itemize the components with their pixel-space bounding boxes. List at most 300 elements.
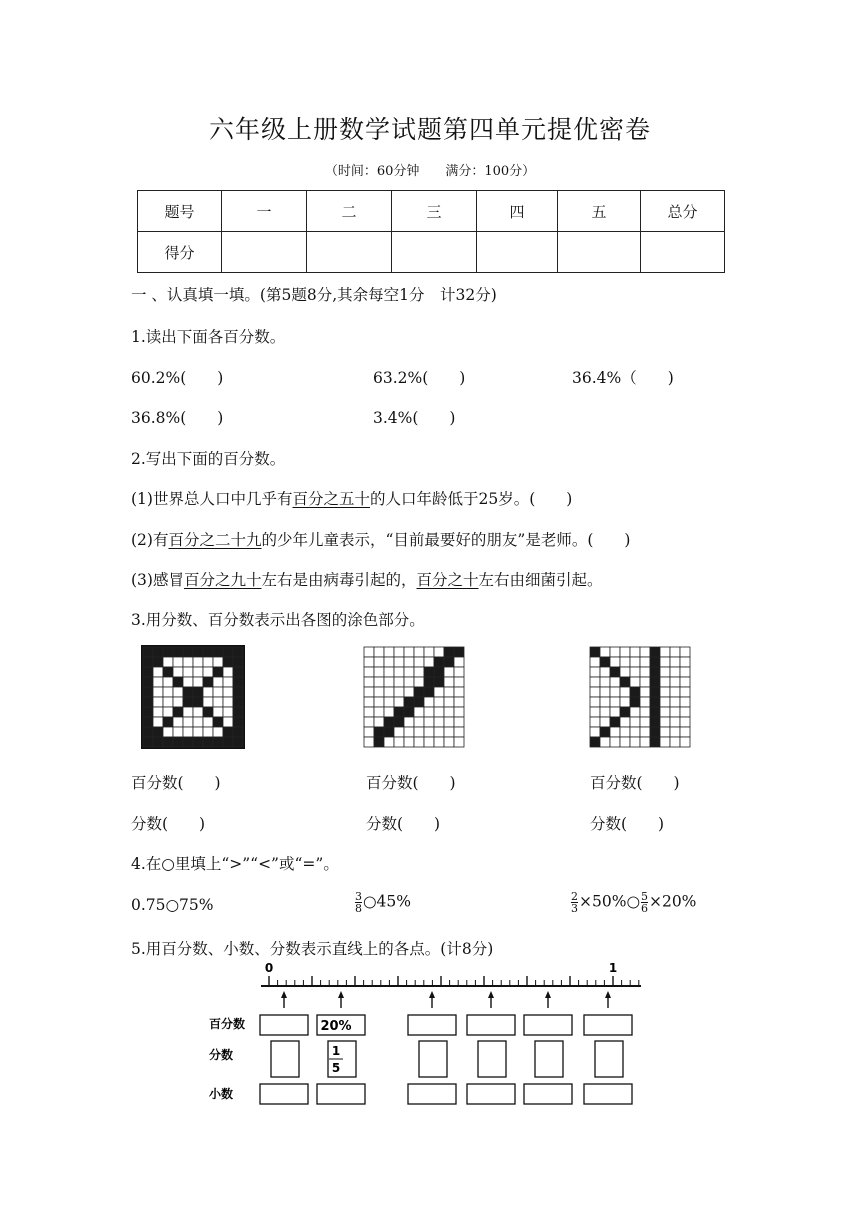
score-header-cell: 二: [307, 191, 392, 232]
grid-cell: [213, 727, 223, 737]
grid-cell: [434, 737, 444, 747]
grid-cell: [203, 697, 213, 707]
grid-cell: [670, 667, 680, 677]
grid-cell: [414, 707, 424, 717]
grid-cell: [454, 667, 464, 677]
grid-cell: [680, 717, 690, 727]
number-line-ticks: [269, 976, 639, 986]
grid-cell: [620, 737, 630, 747]
q3-percent-blank: 百分数( ): [131, 774, 221, 792]
grid-cell: [600, 737, 610, 747]
grid-cell-shaded: [610, 667, 620, 677]
grid-cell-shaded: [444, 647, 454, 657]
q1-item: 36.8%( ): [131, 409, 224, 427]
grid-cell-shaded: [143, 737, 153, 747]
grid-cell: [193, 727, 203, 737]
fraction-answer-box[interactable]: [595, 1041, 623, 1077]
grid-cell-shaded: [233, 657, 243, 667]
percent-answer-box[interactable]: [408, 1015, 456, 1035]
grid-cell-shaded: [650, 687, 660, 697]
grid-cell: [600, 717, 610, 727]
grid-cell: [414, 717, 424, 727]
q1-item: 63.2%( ): [373, 369, 466, 387]
grid-cell-shaded: [233, 677, 243, 687]
row-label-decimal: 小数: [209, 1087, 234, 1101]
question-2: 2.写出下面的百分数。: [131, 450, 286, 468]
grid-cell: [384, 697, 394, 707]
grid-cell: [404, 677, 414, 687]
line-start-label: 0: [264, 961, 274, 975]
decimal-answer-box[interactable]: [584, 1084, 632, 1104]
grid-cell: [213, 687, 223, 697]
grid-cell: [610, 697, 620, 707]
grid-cell: [640, 737, 650, 747]
grid-cell-shaded: [213, 667, 223, 677]
arrow-head: [545, 991, 551, 998]
grid-cell: [434, 707, 444, 717]
grid-cell-shaded: [414, 687, 424, 697]
grid-cell-shaded: [203, 707, 213, 717]
grid-cell: [414, 657, 424, 667]
grid-cell: [660, 697, 670, 707]
line-end-label: 1: [608, 961, 618, 975]
grid-cell: [600, 687, 610, 697]
grid-cell: [183, 707, 193, 717]
grid-cell: [454, 697, 464, 707]
question-5: 5.用百分数、小数、分数表示直线上的各点。(计8分): [131, 940, 494, 958]
grid-cell-shaded: [590, 737, 600, 747]
grid-cell: [434, 717, 444, 727]
grid-cell: [600, 667, 610, 677]
score-input-cell[interactable]: [477, 232, 558, 273]
grid-cell: [384, 647, 394, 657]
grid-cell: [183, 667, 193, 677]
arrow-head: [281, 991, 287, 998]
grid-cell-shaded: [233, 647, 243, 657]
grid-cell-shaded: [183, 697, 193, 707]
grid-cell: [660, 657, 670, 667]
grid-cell: [670, 687, 680, 697]
grid-cell: [203, 667, 213, 677]
grid-cell: [610, 727, 620, 737]
grid-cell-shaded: [650, 647, 660, 657]
grid-cell-shaded: [600, 727, 610, 737]
grid-cell-shaded: [233, 667, 243, 677]
grid-cell: [670, 677, 680, 687]
grid-cell-shaded: [650, 657, 660, 667]
grid-cell: [183, 657, 193, 667]
grid-cell: [610, 707, 620, 717]
grid-cell-shaded: [213, 717, 223, 727]
grid-cell: [630, 737, 640, 747]
grid-cell-shaded: [233, 727, 243, 737]
grid-cell: [660, 687, 670, 697]
grid-cell: [620, 717, 630, 727]
given-fraction-numerator: 1: [331, 1044, 341, 1058]
grid-cell: [590, 697, 600, 707]
grid-cell: [640, 697, 650, 707]
grid-cell-shaded: [630, 697, 640, 707]
grid-cell: [630, 667, 640, 677]
grid-cell-shaded: [143, 667, 153, 677]
grid-cell-shaded: [233, 697, 243, 707]
grid-cell: [680, 677, 690, 687]
grid-cell: [680, 737, 690, 747]
grid-cell: [414, 737, 424, 747]
number-line-figure: [195, 958, 655, 1110]
grid-cell: [163, 697, 173, 707]
decimal-answer-box[interactable]: [408, 1084, 456, 1104]
grid-cell-shaded: [620, 677, 630, 687]
decimal-answer-box[interactable]: [467, 1084, 515, 1104]
grid-cell: [620, 727, 630, 737]
q3-fraction-blank: 分数( ): [131, 815, 206, 833]
grid-cell-shaded: [143, 647, 153, 657]
grid-cell: [213, 707, 223, 717]
decimal-answer-box[interactable]: [524, 1084, 572, 1104]
grid-cell: [203, 727, 213, 737]
grid-cell: [640, 657, 650, 667]
grid-cell-shaded: [444, 657, 454, 667]
grid-cell: [193, 717, 203, 727]
score-input-cell[interactable]: [307, 232, 392, 273]
grid-cell-shaded: [173, 677, 183, 687]
grid-cell: [364, 697, 374, 707]
fraction-answer-box[interactable]: [419, 1041, 447, 1077]
grid-cell-shaded: [620, 707, 630, 717]
decimal-answer-box[interactable]: [317, 1084, 365, 1104]
grid-cell: [640, 717, 650, 727]
grid-cell-shaded: [374, 737, 384, 747]
grid-cell: [454, 707, 464, 717]
grid-cell: [620, 657, 630, 667]
grid-cell: [394, 647, 404, 657]
grid-cell-shaded: [384, 727, 394, 737]
grid-cell-shaded: [153, 657, 163, 667]
grid-cell: [600, 677, 610, 687]
grid-cell: [213, 697, 223, 707]
grid-cell: [660, 667, 670, 677]
question-1: 1.读出下面各百分数。: [131, 328, 286, 346]
score-header-cell: 四: [477, 191, 558, 232]
given-fraction-denominator: 5: [331, 1061, 341, 1075]
grid-cell: [424, 697, 434, 707]
grid-cell: [680, 667, 690, 677]
grid-cell: [660, 717, 670, 727]
grid-cell: [640, 667, 650, 677]
q3-percent-blank: 百分数( ): [366, 774, 456, 792]
grid-cell-shaded: [143, 687, 153, 697]
grid-cell: [404, 647, 414, 657]
grid-cell: [680, 647, 690, 657]
grid-cell-shaded: [153, 647, 163, 657]
score-input-cell[interactable]: [392, 232, 477, 273]
grid-cell: [173, 687, 183, 697]
grid-cell: [630, 727, 640, 737]
score-input-cell[interactable]: [558, 232, 641, 273]
grid-cell: [384, 677, 394, 687]
grid-cell: [444, 687, 454, 697]
grid-cell-shaded: [193, 687, 203, 697]
grid-cell-shaded: [424, 687, 434, 697]
grid-cell: [444, 667, 454, 677]
grid-cell: [364, 667, 374, 677]
grid-cell-shaded: [374, 727, 384, 737]
row-label-percent: 百分数: [209, 1017, 246, 1031]
grid-cell: [404, 727, 414, 737]
score-input-cell[interactable]: [641, 232, 725, 273]
grid-cell: [173, 657, 183, 667]
grid-cell-shaded: [404, 697, 414, 707]
grid-cell: [183, 677, 193, 687]
grid-cell: [660, 707, 670, 717]
grid-cell: [163, 677, 173, 687]
grid-cell: [213, 657, 223, 667]
grid-cell: [680, 657, 690, 667]
given-percent: 20%: [320, 1019, 352, 1034]
grid-cell: [364, 727, 374, 737]
grid-cell-shaded: [143, 677, 153, 687]
q2-sentence-2: (2)有百分之二十九的少年儿童表示，“目前最要好的朋友”是老师。( ): [131, 531, 631, 549]
grid-cell: [394, 697, 404, 707]
grid-cell: [610, 687, 620, 697]
grid-cell: [640, 687, 650, 697]
grid-cell-shaded: [143, 727, 153, 737]
grid-cell: [173, 667, 183, 677]
grid-cell: [424, 727, 434, 737]
score-header-cell: 五: [558, 191, 641, 232]
grid-cell: [610, 657, 620, 667]
grid-cell-shaded: [163, 717, 173, 727]
grid-figure-arrow-pattern: [588, 645, 692, 749]
grid-cell: [414, 727, 424, 737]
q3-fraction-blank: 分数( ): [366, 815, 441, 833]
row-label-fraction: 分数: [209, 1048, 234, 1062]
percent-answer-box[interactable]: [260, 1015, 308, 1035]
grid-cell: [384, 667, 394, 677]
grid-cell: [590, 657, 600, 667]
grid-figure-diagonal-pattern: [362, 645, 466, 749]
grid-cell-shaded: [233, 687, 243, 697]
grid-cell: [183, 727, 193, 737]
score-header-cell: 总分: [641, 191, 725, 232]
q4-compare-b: $\frac{3}{8}$ ○45%: [355, 890, 411, 915]
arrow-head: [488, 991, 494, 998]
grid-cell: [203, 687, 213, 697]
grid-cell-shaded: [630, 687, 640, 697]
grid-cell: [394, 677, 404, 687]
grid-cell: [630, 657, 640, 667]
grid-cell-shaded: [163, 647, 173, 657]
grid-cell: [404, 667, 414, 677]
decimal-answer-box[interactable]: [260, 1084, 308, 1104]
fraction-answer-box[interactable]: [535, 1041, 563, 1077]
grid-cell-shaded: [650, 707, 660, 717]
grid-cell: [444, 677, 454, 687]
grid-cell-shaded: [193, 697, 203, 707]
grid-cell: [404, 687, 414, 697]
grid-cell-shaded: [454, 647, 464, 657]
grid-cell: [223, 677, 233, 687]
grid-cell: [193, 707, 203, 717]
grid-cell: [183, 717, 193, 727]
grid-cell-shaded: [203, 677, 213, 687]
grid-cell: [590, 707, 600, 717]
grid-cell: [670, 657, 680, 667]
grid-cell: [630, 707, 640, 717]
grid-cell: [414, 677, 424, 687]
grid-cell: [213, 677, 223, 687]
score-input-cell[interactable]: [222, 232, 307, 273]
grid-cell: [640, 677, 650, 687]
grid-cell: [434, 727, 444, 737]
grid-cell-shaded: [223, 727, 233, 737]
grid-cell: [404, 737, 414, 747]
grid-cell: [454, 677, 464, 687]
percent-answer-box[interactable]: [524, 1015, 572, 1035]
grid-cell: [394, 727, 404, 737]
grid-cell-shaded: [650, 667, 660, 677]
grid-cell: [454, 727, 464, 737]
grid-cell: [153, 717, 163, 727]
q2-sentence-1: (1)世界总人口中几乎有百分之五十的人口年龄低于25岁。( ): [131, 490, 573, 508]
grid-cell: [193, 677, 203, 687]
grid-cell: [364, 717, 374, 727]
grid-cell: [364, 737, 374, 747]
grid-cell: [223, 687, 233, 697]
grid-cell: [223, 707, 233, 717]
grid-cell: [223, 697, 233, 707]
grid-cell: [364, 687, 374, 697]
grid-cell: [630, 647, 640, 657]
answer-boxes: [260, 1015, 632, 1104]
grid-cell: [670, 737, 680, 747]
page-subtitle: （时间：60分钟 满分：100分）: [324, 164, 536, 179]
grid-cell-shaded: [163, 737, 173, 747]
percent-answer-box[interactable]: [467, 1015, 515, 1035]
grid-cell: [670, 717, 680, 727]
grid-cell: [660, 677, 670, 687]
grid-cell: [444, 727, 454, 737]
grid-cell: [454, 687, 464, 697]
grid-cell: [660, 647, 670, 657]
grid-cell: [153, 687, 163, 697]
q2-sentence-3: (3)感冒百分之九十左右是由病毒引起的，百分之十左右由细菌引起。: [131, 571, 603, 589]
grid-cell: [203, 657, 213, 667]
grid-cell-shaded: [650, 717, 660, 727]
grid-cell-shaded: [173, 737, 183, 747]
percent-answer-box[interactable]: [584, 1015, 632, 1035]
grid-cell-shaded: [610, 717, 620, 727]
grid-cell: [454, 717, 464, 727]
grid-cell: [680, 707, 690, 717]
grid-cell: [454, 737, 464, 747]
q1-item: 3.4%( ): [373, 409, 456, 427]
grid-cell-shaded: [223, 657, 233, 667]
grid-cell-shaded: [434, 657, 444, 667]
grid-cell-shaded: [213, 737, 223, 747]
grid-cell-shaded: [434, 667, 444, 677]
grid-cell: [193, 667, 203, 677]
grid-cell: [640, 707, 650, 717]
grid-cell: [384, 707, 394, 717]
grid-cell: [620, 667, 630, 677]
grid-cell-shaded: [203, 647, 213, 657]
grid-cell-shaded: [650, 737, 660, 747]
grid-cell: [660, 737, 670, 747]
grid-cell: [600, 697, 610, 707]
grid-cell-shaded: [143, 707, 153, 717]
grid-cell: [414, 667, 424, 677]
grid-cell: [600, 647, 610, 657]
grid-cell-shaded: [414, 697, 424, 707]
grid-cell: [394, 737, 404, 747]
grid-cell-shaded: [173, 647, 183, 657]
grid-cell: [424, 657, 434, 667]
grid-cell-shaded: [153, 727, 163, 737]
grid-cell: [414, 647, 424, 657]
grid-cell-shaded: [153, 737, 163, 747]
grid-cell-shaded: [600, 657, 610, 667]
grid-cell-shaded: [590, 647, 600, 657]
grid-cell-shaded: [203, 737, 213, 747]
grid-cell: [364, 647, 374, 657]
question-3: 3.用分数、百分数表示出各图的涂色部分。: [131, 611, 425, 629]
fraction-answer-box[interactable]: [271, 1041, 299, 1077]
grid-cell: [374, 687, 384, 697]
score-table: [137, 190, 725, 273]
grid-cell-shaded: [233, 737, 243, 747]
grid-cell: [163, 727, 173, 737]
section-heading: 一 、认真填一填。(第5题8分,其余每空1分 计32分): [131, 286, 497, 304]
score-header-cell: 一: [222, 191, 307, 232]
grid-cell-shaded: [213, 647, 223, 657]
grid-cell: [404, 657, 414, 667]
grid-cell: [173, 697, 183, 707]
fraction-answer-box[interactable]: [478, 1041, 506, 1077]
grid-cell: [384, 657, 394, 667]
grid-cell: [670, 707, 680, 717]
grid-cell-shaded: [424, 667, 434, 677]
grid-cell: [660, 727, 670, 737]
score-row-label: 得分: [138, 232, 222, 273]
grid-cell: [670, 697, 680, 707]
grid-cell: [424, 707, 434, 717]
q3-fraction-blank: 分数( ): [590, 815, 665, 833]
grid-cell: [163, 657, 173, 667]
grid-cell: [434, 697, 444, 707]
grid-cell: [223, 667, 233, 677]
arrow-head: [338, 991, 344, 998]
grid-cell: [374, 647, 384, 657]
grid-cell: [173, 717, 183, 727]
grid-cell: [444, 697, 454, 707]
grid-cell: [364, 657, 374, 667]
grid-cell: [590, 687, 600, 697]
grid-cell-shaded: [384, 717, 394, 727]
grid-cell-shaded: [143, 697, 153, 707]
score-header-cell: 三: [392, 191, 477, 232]
grid-cell: [610, 737, 620, 747]
grid-cell: [364, 707, 374, 717]
grid-cell-shaded: [404, 707, 414, 717]
grid-cell: [153, 667, 163, 677]
grid-cell-shaded: [143, 657, 153, 667]
page-title: 六年级上册数学试题第四单元提优密卷: [208, 115, 651, 144]
grid-cell: [374, 707, 384, 717]
grid-cell-shaded: [650, 677, 660, 687]
grid-cell: [364, 677, 374, 687]
